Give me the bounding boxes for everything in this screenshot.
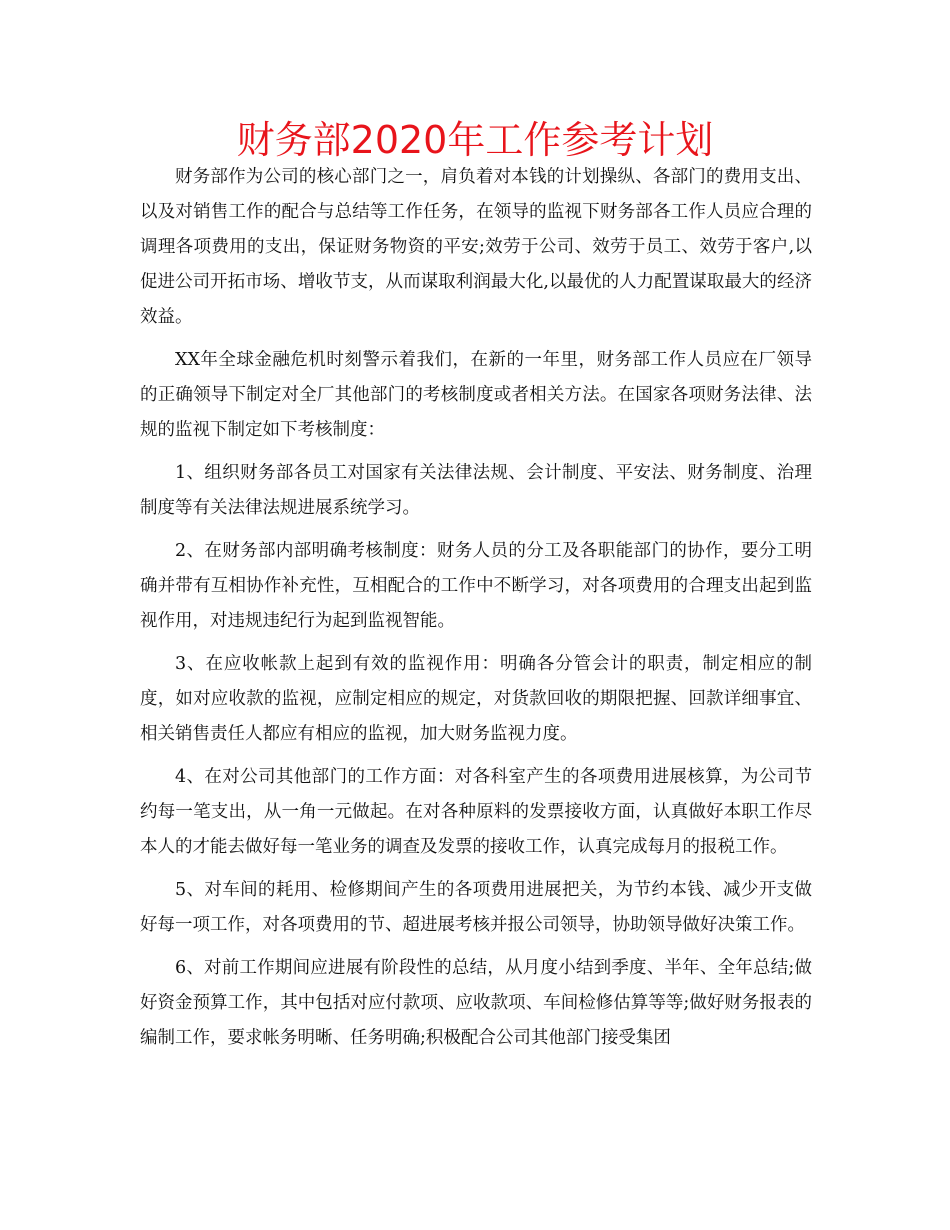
paragraph-context: XX年全球金融危机时刻警示着我们，在新的一年里，财务部工作人员应在厂领导的正确领导下制定对全厂其他部门的考核制度或者相关方法。在国家各项财务法律、法规的监视下制定如下考核制度： [140, 350, 812, 440]
document-body [140, 160, 812, 1064]
paragraph-item-3: 3、在应收帐款上起到有效的监视作用：明确各分管会计的职责，制定相应的制度，如对应收款的监视，应制定相应的规定，对货款回收的期限把握、回款详细事宜、相关销售责任人都应有相应的监视，加大财务监视力度。 [140, 654, 812, 744]
paragraph-item-5: 5、对车间的耗用、检修期间产生的各项费用进展把关，为节约本钱、减少开支做好每一项工作，对各项费用的节、超进展考核并报公司领导，协助领导做好决策工作。 [140, 880, 812, 935]
paragraph-item-1: 1、组织财务部各员工对国家有关法律法规、会计制度、平安法、财务制度、治理制度等有关法律法规进展系统学习。 [140, 463, 812, 518]
paragraph-intro: 财务部作为公司的核心部门之一，肩负着对本钱的计划操纵、各部门的费用支出、以及对销售工作的配合与总结等工作任务，在领导的监视下财务部各工作人员应合理的调理各项费用的支出，保证财务物资的平安;效劳于公司、效劳于员工、效劳于客户,以促进公司开拓市场、增收节支，从而谋取利润最大化,以最优的人力配置谋取最大的经济效益。 [140, 167, 812, 327]
paragraph-item-2: 2、在财务部内部明确考核制度：财务人员的分工及各职能部门的协作，要分工明确并带有互相协作补充性，互相配合的工作中不断学习，对各项费用的合理支出起到监视作用，对违规违纪行为起到监视智能。 [140, 541, 812, 631]
paragraph-item-6: 6、对前工作期间应进展有阶段性的总结，从月度小结到季度、半年、全年总结;做好资金预算工作，其中包括对应付款项、应收款项、车间检修估算等等;做好财务报表的编制工作，要求帐务明晰、任务明确;积极配合公司其他部门接受集团 [140, 958, 812, 1048]
document-title: 财务部2020年工作参考计划 [236, 118, 714, 162]
paragraph-item-4: 4、在对公司其他部门的工作方面：对各科室产生的各项费用进展核算，为公司节约每一笔支出，从一角一元做起。在对各种原料的发票接收方面，认真做好本职工作尽本人的才能去做好每一笔业务的调查及发票的接收工作，认真完成每月的报税工作。 [140, 767, 812, 857]
